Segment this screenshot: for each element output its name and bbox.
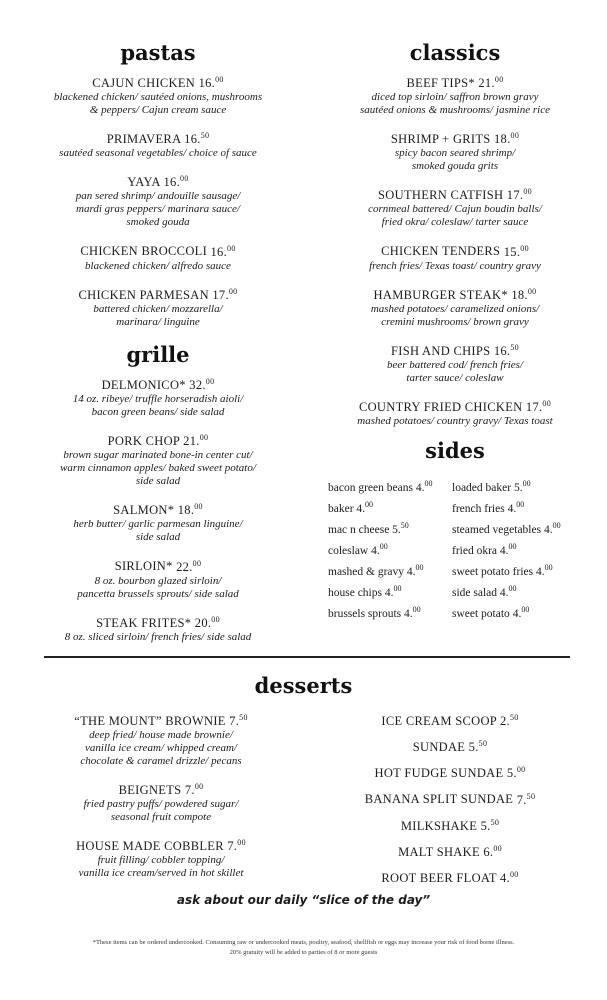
price-main: 4. xyxy=(384,586,394,599)
menu-item xyxy=(325,710,575,729)
price-main: 21. xyxy=(478,76,495,91)
item-name: COUNTRY FRIED CHICKEN xyxy=(358,400,523,415)
item-name: MILKSHAKE xyxy=(400,818,478,833)
menu-item xyxy=(310,184,600,229)
price-cents: 00 xyxy=(542,398,552,408)
item-description: herb butter/ garlic parmesan linguine/ xyxy=(73,518,243,531)
item-price xyxy=(536,563,553,578)
price-cents: 00 xyxy=(516,500,525,509)
item-price xyxy=(384,584,402,599)
item-price xyxy=(183,434,208,448)
price-cents: 50 xyxy=(509,713,519,722)
price-cents: 00 xyxy=(521,605,530,614)
price-cents: 00 xyxy=(544,563,553,572)
item-description: side salad xyxy=(135,475,181,488)
price-cents: 00 xyxy=(192,558,202,568)
price-main: 6. xyxy=(483,844,494,859)
menu-item-title xyxy=(20,612,296,631)
price-main: 5. xyxy=(513,481,523,494)
menu-item-title xyxy=(310,184,600,203)
side-item xyxy=(452,476,561,497)
item-name: SALMON* xyxy=(113,503,175,518)
item-price xyxy=(499,542,517,557)
side-name: side salad xyxy=(452,586,498,599)
menu-item xyxy=(26,835,296,880)
price-cents: 00 xyxy=(205,377,215,386)
price-main: 18. xyxy=(511,287,528,302)
item-name: CHICKEN PARMESAN xyxy=(78,287,209,302)
item-name: SOUTHERN CATFISH xyxy=(378,188,504,203)
menu-item-title xyxy=(325,841,575,860)
side-name: baker xyxy=(328,502,354,515)
menu-item xyxy=(325,867,575,886)
price-main: 2. xyxy=(500,714,510,729)
side-name: bacon green beans xyxy=(328,481,413,494)
desserts-title: desserts xyxy=(254,673,353,698)
item-description: bacon green beans/ side salad xyxy=(91,406,225,419)
price-cents: 50 xyxy=(200,131,210,141)
menu-item xyxy=(20,240,296,272)
menu-item xyxy=(20,284,296,329)
item-name: BEEF TIPS* xyxy=(406,76,475,91)
item-price xyxy=(499,584,517,599)
item-price xyxy=(513,479,531,494)
menu-item-title xyxy=(20,128,296,147)
price-cents: 00 xyxy=(509,869,519,879)
item-name: HAMBURGER STEAK* xyxy=(373,287,508,302)
menu-item xyxy=(20,128,296,160)
item-price xyxy=(210,245,235,259)
price-main: 5. xyxy=(506,766,517,781)
menu-item xyxy=(325,736,575,755)
section-divider xyxy=(44,656,570,658)
price-cents: 50 xyxy=(478,739,488,749)
price-cents: 00 xyxy=(412,605,421,614)
side-item xyxy=(328,560,432,581)
item-price xyxy=(392,521,409,536)
item-description: mashed potatoes/ caramelized onions/ xyxy=(370,302,540,315)
item-name: CHICKEN TENDERS xyxy=(381,244,501,259)
item-price xyxy=(494,344,519,358)
sides-right-list xyxy=(452,476,561,623)
item-description: sautéed onions & mushrooms/ jasmine rice xyxy=(360,104,550,117)
desserts-left-list xyxy=(26,710,296,891)
item-name: SHRIMP + GRITS xyxy=(390,132,491,147)
item-name: BEIGNETS xyxy=(118,783,182,798)
price-main: 32. xyxy=(189,378,206,393)
menu-item xyxy=(26,710,296,768)
price-cents: 00 xyxy=(552,521,561,530)
menu-item-title xyxy=(325,710,575,729)
item-price xyxy=(511,288,536,302)
item-name: PORK CHOP xyxy=(107,434,180,449)
menu-item xyxy=(20,555,296,600)
side-item xyxy=(328,581,432,602)
item-description: vanilla ice cream/served in hot skillet xyxy=(78,867,244,880)
item-description: sautéed seasonal vegetables/ choice of sauce xyxy=(59,147,257,160)
item-description: chocolate & caramel drizzle/ pecans xyxy=(80,755,242,768)
item-price xyxy=(195,616,220,630)
item-description: smoked gouda grits xyxy=(411,160,499,173)
menu-item xyxy=(325,841,575,860)
side-item xyxy=(328,539,432,560)
item-description: blackened chicken/ alfredo sauce xyxy=(85,259,231,272)
price-main: 4. xyxy=(507,502,517,515)
menu-item xyxy=(310,128,600,173)
item-description: vanilla ice cream/ whipped cream/ xyxy=(85,742,237,755)
menu-item-title xyxy=(26,710,296,729)
item-description: side salad xyxy=(135,531,181,544)
price-main: 5. xyxy=(392,523,401,536)
price-main: 18. xyxy=(494,132,511,147)
item-price xyxy=(189,378,214,392)
price-main: 15. xyxy=(503,244,521,259)
sides-title: sides xyxy=(425,438,485,463)
price-cents: 00 xyxy=(493,843,502,853)
desserts-right-list xyxy=(325,710,575,893)
item-price xyxy=(526,400,551,414)
item-name: SUNDAE xyxy=(412,740,466,755)
item-description: marinara/ linguine xyxy=(116,315,200,328)
price-cents: 50 xyxy=(239,713,248,722)
item-name: ICE CREAM SCOOP xyxy=(381,714,497,729)
side-name: french fries xyxy=(452,502,505,515)
price-main: 7. xyxy=(227,839,238,854)
price-main: 5. xyxy=(480,818,491,833)
price-cents: 00 xyxy=(520,243,529,253)
item-description: fruit filling/ cobbler topping/ xyxy=(97,854,225,867)
item-description: cornmeal battered/ Cajun boudin balls/ xyxy=(368,203,542,216)
grille-title: grille xyxy=(126,342,190,367)
price-cents: 50 xyxy=(526,791,536,801)
item-price xyxy=(507,500,525,515)
side-item xyxy=(452,560,561,581)
price-cents: 00 xyxy=(510,131,520,141)
item-description: blackened chicken/ sautéed onions, mushrooms xyxy=(53,91,263,104)
item-description: 14 oz. ribeye/ truffle horseradish aioli/ xyxy=(72,393,244,406)
item-description: warm cinnamon apples/ baked sweet potato/ xyxy=(60,462,256,475)
price-main: 17. xyxy=(525,400,543,415)
item-description: battered chicken/ mozzarella/ xyxy=(93,302,223,315)
item-price xyxy=(478,76,503,90)
price-cents: 00 xyxy=(228,286,238,296)
item-description: 8 oz. bourbon glazed sirloin/ xyxy=(94,574,222,587)
menu-item-title xyxy=(20,499,296,518)
item-price xyxy=(500,871,519,885)
item-price xyxy=(415,479,433,494)
item-description: smoked gouda xyxy=(126,216,190,229)
price-main: 4. xyxy=(356,502,366,515)
price-main: 5. xyxy=(468,740,479,755)
item-description: spicy bacon seared shrimp/ xyxy=(394,147,516,160)
menu-item-title xyxy=(325,762,575,781)
menu-item xyxy=(20,430,296,488)
item-name: PRIMAVERA xyxy=(106,132,181,147)
item-price xyxy=(517,793,536,807)
side-name: sweet potato xyxy=(452,607,510,620)
price-cents: 00 xyxy=(365,500,374,509)
side-item xyxy=(452,581,561,602)
menu-item xyxy=(310,240,600,272)
menu-item-title xyxy=(310,284,600,303)
item-description: brown sugar marinated bone-in center cut/ xyxy=(63,449,253,462)
price-cents: 00 xyxy=(523,187,532,197)
side-item xyxy=(328,602,432,623)
item-description: seasonal fruit compote xyxy=(110,811,212,824)
price-cents: 00 xyxy=(424,479,433,488)
price-cents: 50 xyxy=(490,817,500,827)
price-main: 18. xyxy=(177,503,195,518)
menu-item xyxy=(325,815,575,834)
menu-item-title xyxy=(20,284,296,303)
sides-title-wrap xyxy=(310,438,600,470)
price-main: 4. xyxy=(543,523,553,536)
menu-item xyxy=(20,171,296,229)
classics-section xyxy=(310,40,600,439)
side-item xyxy=(328,518,432,539)
menu-item-title xyxy=(325,736,575,755)
side-name: house chips xyxy=(328,586,382,599)
price-cents: 00 xyxy=(508,542,517,551)
menu-item-title xyxy=(310,72,600,91)
price-cents: 00 xyxy=(508,584,517,593)
price-cents: 00 xyxy=(494,75,504,84)
footnote-gratuity: 20% gratuity will be added to parties of 8 or more guests xyxy=(229,949,378,956)
side-item xyxy=(452,602,561,623)
item-name: BANANA SPLIT SUNDAE xyxy=(364,792,514,807)
price-cents: 00 xyxy=(516,765,526,775)
side-item xyxy=(452,539,561,560)
price-main: 4. xyxy=(371,544,380,557)
price-main: 7. xyxy=(184,783,195,798)
price-main: 7. xyxy=(516,792,527,807)
price-cents: 00 xyxy=(211,614,220,624)
side-item xyxy=(452,497,561,518)
price-cents: 50 xyxy=(400,521,409,530)
item-price xyxy=(356,500,374,515)
item-price xyxy=(212,288,237,302)
price-main: 4. xyxy=(536,565,545,578)
item-name: HOT FUDGE SUNDAE xyxy=(374,766,504,781)
price-main: 4. xyxy=(500,871,510,886)
side-name: loaded baker xyxy=(452,481,512,494)
price-cents: 00 xyxy=(527,286,537,296)
menu-item-title xyxy=(20,72,296,91)
side-item xyxy=(328,476,432,497)
price-cents: 00 xyxy=(227,243,236,253)
grille-list xyxy=(20,374,296,644)
item-description: & peppers/ Cajun cream sauce xyxy=(89,104,227,117)
item-name: YAYA xyxy=(127,175,161,190)
price-cents: 00 xyxy=(237,838,246,848)
price-main: 4. xyxy=(499,586,509,599)
item-price xyxy=(176,560,201,574)
pastas-title: pastas xyxy=(120,40,196,65)
menu-item-title xyxy=(26,835,296,854)
price-main: 20. xyxy=(194,615,212,630)
item-name: STEAK FRITES* xyxy=(96,615,192,630)
item-price xyxy=(371,542,388,557)
item-price xyxy=(229,714,248,728)
item-description: french fries/ Texas toast/ country gravy xyxy=(369,259,541,272)
grille-section xyxy=(20,342,296,655)
price-cents: 00 xyxy=(199,433,209,443)
menu-item-title xyxy=(325,788,575,807)
menu-item-title xyxy=(20,374,296,393)
price-main: 16. xyxy=(163,175,181,190)
footnote xyxy=(0,938,607,958)
menu-item xyxy=(310,396,600,428)
menu-item xyxy=(310,340,600,385)
item-description: mashed potatoes/ country gravy/ Texas toast xyxy=(357,415,553,428)
side-name: sweet potato fries xyxy=(452,565,534,578)
menu-item-title xyxy=(325,867,575,886)
menu-item xyxy=(26,779,296,824)
side-name: brussels sprouts xyxy=(328,607,402,620)
item-name: FISH AND CHIPS xyxy=(391,343,491,358)
sides-left-list xyxy=(328,476,432,623)
item-price xyxy=(481,819,500,833)
item-price xyxy=(483,845,502,859)
price-main: 4. xyxy=(499,544,509,557)
menu-item-title xyxy=(310,240,600,259)
price-cents: 00 xyxy=(415,563,424,572)
price-main: 16. xyxy=(210,244,228,259)
side-item xyxy=(328,497,432,518)
item-name: CAJUN CHICKEN xyxy=(92,76,196,91)
item-price xyxy=(512,605,530,620)
item-description: cremini mushrooms/ brown gravy xyxy=(381,315,529,328)
side-name: mac n cheese xyxy=(328,523,390,536)
price-main: 17. xyxy=(212,287,229,302)
price-main: 16. xyxy=(493,343,511,358)
price-main: 16. xyxy=(184,132,201,147)
item-price xyxy=(178,503,203,517)
price-cents: 00 xyxy=(215,75,224,84)
item-price xyxy=(184,132,209,146)
menu-item-title xyxy=(325,815,575,834)
menu-item xyxy=(310,72,600,117)
item-price xyxy=(507,188,532,202)
side-name: coleslaw xyxy=(328,544,369,557)
item-price xyxy=(185,783,204,797)
item-name: CHICKEN BROCCOLI xyxy=(80,244,208,259)
item-price xyxy=(500,714,519,728)
item-price xyxy=(164,175,189,189)
menu-item-title xyxy=(20,555,296,574)
menu-item xyxy=(325,788,575,807)
item-description: beer battered cod/ french fries/ xyxy=(386,358,524,371)
item-name: SIRLOIN* xyxy=(114,559,173,574)
price-main: 22. xyxy=(176,559,193,574)
menu-item-title xyxy=(20,240,296,259)
price-cents: 00 xyxy=(379,542,388,551)
item-name: MALT SHAKE xyxy=(398,844,480,859)
pastas-list xyxy=(20,72,296,329)
item-description: 8 oz. sliced sirloin/ french fries/ side salad xyxy=(64,630,252,643)
slice-of-the-day-note: ask about our daily “slice of the day” xyxy=(176,893,431,907)
side-name: steamed vegetables xyxy=(452,523,542,536)
item-description: tarter sauce/ coleslaw xyxy=(406,371,504,384)
price-cents: 00 xyxy=(393,584,402,593)
item-description: pan sered shrimp/ andouille sausage/ xyxy=(75,190,241,203)
item-price xyxy=(406,563,424,578)
price-main: 17. xyxy=(506,188,524,203)
item-price xyxy=(469,740,488,754)
item-price xyxy=(494,132,519,146)
price-main: 4. xyxy=(406,565,416,578)
menu-item-title xyxy=(20,171,296,190)
item-description: mardi gras peppers/ marinara sauce/ xyxy=(76,203,240,216)
item-price xyxy=(404,605,421,620)
price-main: 16. xyxy=(198,76,216,91)
item-name: ROOT BEER FLOAT xyxy=(381,871,497,886)
footnote-undercooked: *These items can be ordered undercooked. Consuming raw or undercooked meats, poultry, seafood, shellfish or eggs may increase your risk of food borne illness. xyxy=(92,939,515,946)
menu-item-title xyxy=(310,340,600,359)
desserts-title-wrap xyxy=(0,673,607,705)
price-main: 4. xyxy=(404,607,413,620)
price-main: 7. xyxy=(229,714,240,729)
item-description: deep fried/ house made brownie/ xyxy=(89,729,233,742)
item-description: pancetta brussels sprouts/ side salad xyxy=(77,587,239,600)
price-cents: 00 xyxy=(194,502,203,512)
item-name: “THE MOUNT” BROWNIE xyxy=(74,714,226,729)
pastas-section xyxy=(20,40,296,340)
price-cents: 00 xyxy=(522,479,531,488)
menu-item xyxy=(20,374,296,419)
item-price xyxy=(504,245,529,259)
menu-item xyxy=(325,762,575,781)
side-item xyxy=(452,518,561,539)
classics-list xyxy=(310,72,600,428)
item-price xyxy=(227,839,246,853)
price-main: 4. xyxy=(512,607,522,620)
item-description: fried okra/ coleslaw/ tarter sauce xyxy=(381,216,529,229)
menu-item-title xyxy=(310,128,600,147)
price-main: 21. xyxy=(183,434,200,449)
item-price xyxy=(507,766,526,780)
item-description: diced top sirloin/ saffron brown gravy xyxy=(371,91,539,104)
menu-item-title xyxy=(26,779,296,798)
price-cents: 50 xyxy=(510,342,519,352)
menu-item-title xyxy=(310,396,600,415)
menu-item xyxy=(20,499,296,544)
side-name: mashed & gravy xyxy=(328,565,405,578)
menu-item xyxy=(310,284,600,329)
price-cents: 00 xyxy=(194,782,204,792)
menu-item-title xyxy=(20,430,296,449)
side-name: fried okra xyxy=(452,544,498,557)
item-description: fried pastry puffs/ powdered sugar/ xyxy=(83,798,239,811)
menu-item xyxy=(20,72,296,117)
price-main: 4. xyxy=(415,481,425,494)
item-price xyxy=(199,76,224,90)
menu-item xyxy=(20,612,296,644)
classics-title: classics xyxy=(409,40,501,65)
item-price xyxy=(543,521,561,536)
price-cents: 00 xyxy=(180,174,189,184)
item-name: HOUSE MADE COBBLER xyxy=(76,839,224,854)
item-name: DELMONICO* xyxy=(101,378,186,393)
